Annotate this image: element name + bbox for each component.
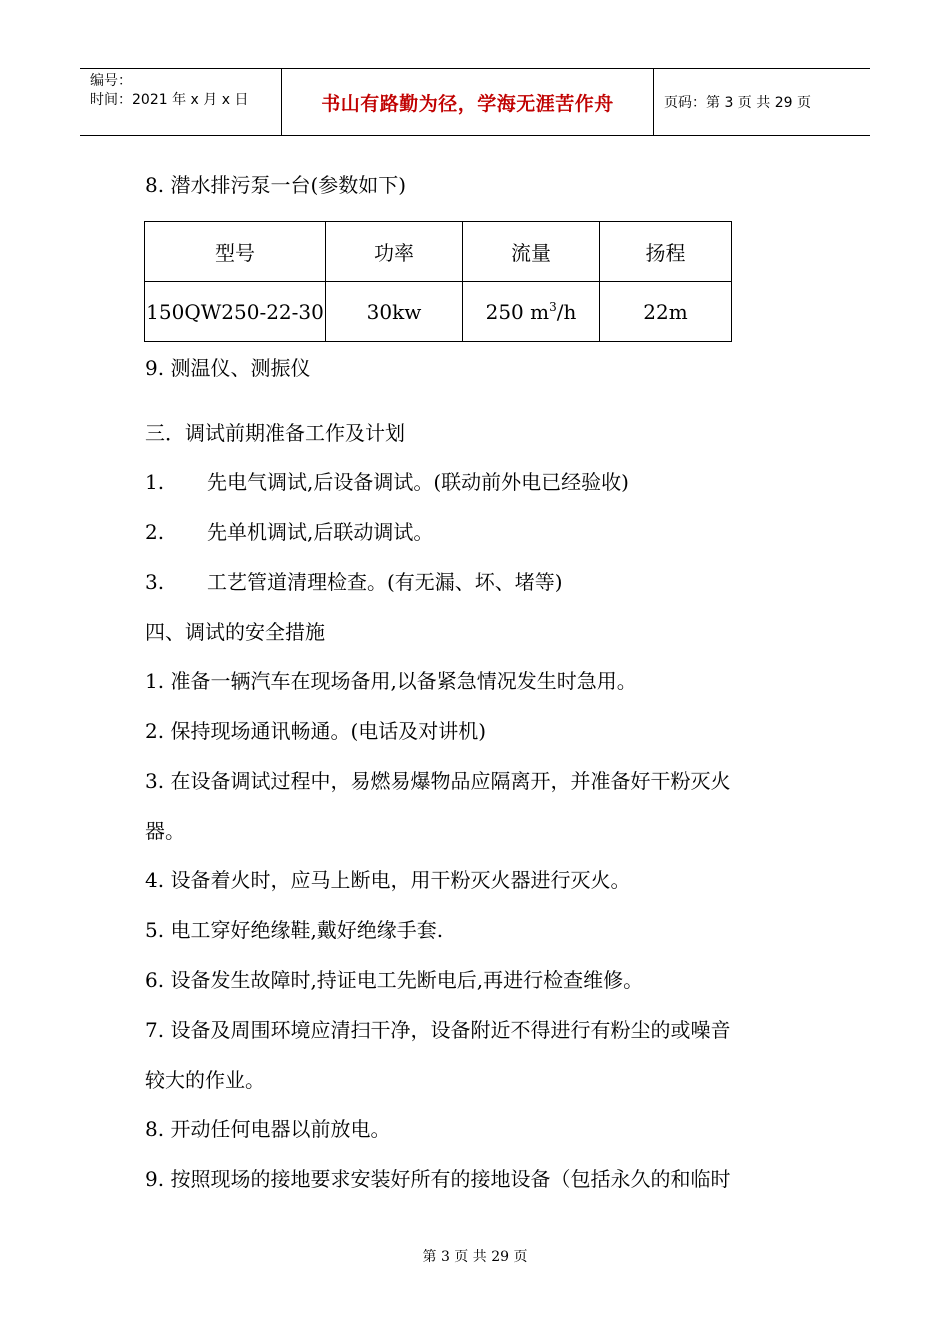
flow-exponent: 3 [549, 299, 557, 314]
list-item [145, 568, 563, 596]
cell-model: 150QW250-22-30 [145, 282, 326, 342]
document-header [80, 68, 870, 136]
table-header-row [145, 222, 732, 282]
time-label: 时间：2021 年 x 月 x 日 [90, 92, 249, 108]
safety-line: 3. 在设备调试过程中，易燃易爆物品应隔离开，并准备好干粉灭火 [145, 769, 731, 793]
safety-line: 7. 设备及周围环境应清扫干净，设备附近不得进行有粉尘的或噪音 [145, 1018, 731, 1042]
cell-flow [463, 282, 600, 342]
table-row [145, 282, 732, 342]
safety-line: 4. 设备着火时，应马上断电，用干粉灭火器进行灭火。 [145, 868, 631, 892]
safety-line: 器。 [145, 819, 185, 843]
section3-title: 三．调试前期准备工作及计划 [145, 421, 405, 445]
code-label: 编号： [90, 73, 132, 89]
safety-line: 2. 保持现场通讯畅通。(电话及对讲机) [145, 719, 487, 743]
flow-value: 250 m [485, 299, 550, 324]
safety-line: 9. 按照现场的接地要求安装好所有的接地设备（包括永久的和临时 [145, 1167, 731, 1191]
flow-unit: /h [556, 299, 577, 324]
item9: 9. 测温仪、测振仪 [145, 356, 311, 380]
header-meta [80, 69, 282, 135]
list-item-text: 先电气调试,后设备调试。(联动前外电已经验收) [207, 470, 629, 494]
list-item-number: 2. [145, 520, 165, 544]
safety-line: 较大的作业。 [145, 1068, 265, 1092]
section4-title: 四、调试的安全措施 [145, 620, 325, 644]
header-flow: 流量 [463, 222, 600, 282]
cell-power: 30kw [326, 282, 463, 342]
section8-title: 8. 潜水排污泵一台(参数如下) [145, 173, 407, 197]
header-page-info: 页码：第 3 页 共 29 页 [664, 95, 811, 111]
safety-line: 6. 设备发生故障时,持证电工先断电后,再进行检查维修。 [145, 968, 644, 992]
pump-spec-table [144, 221, 732, 342]
header-model: 型号 [145, 222, 326, 282]
safety-line: 1. 准备一辆汽车在现场备用,以备紧急情况发生时急用。 [145, 669, 637, 693]
list-item-text: 先单机调试,后联动调试。 [207, 520, 434, 544]
header-power: 功率 [326, 222, 463, 282]
list-item-text: 工艺管道清理检查。(有无漏、坏、堵等) [207, 570, 563, 594]
list-item-number: 3. [145, 570, 165, 594]
cell-head: 22m [600, 282, 732, 342]
list-item [145, 468, 629, 496]
list-item [145, 518, 433, 546]
header-motto: 书山有路勤为径，学海无涯苦作舟 [282, 69, 654, 135]
header-head: 扬程 [600, 222, 732, 282]
page-footer: 第 3 页 共 29 页 [422, 1249, 528, 1265]
safety-line: 5. 电工穿好绝缘鞋,戴好绝缘手套. [145, 918, 444, 942]
safety-line: 8. 开动任何电器以前放电。 [145, 1117, 391, 1141]
list-item-number: 1. [145, 470, 165, 494]
